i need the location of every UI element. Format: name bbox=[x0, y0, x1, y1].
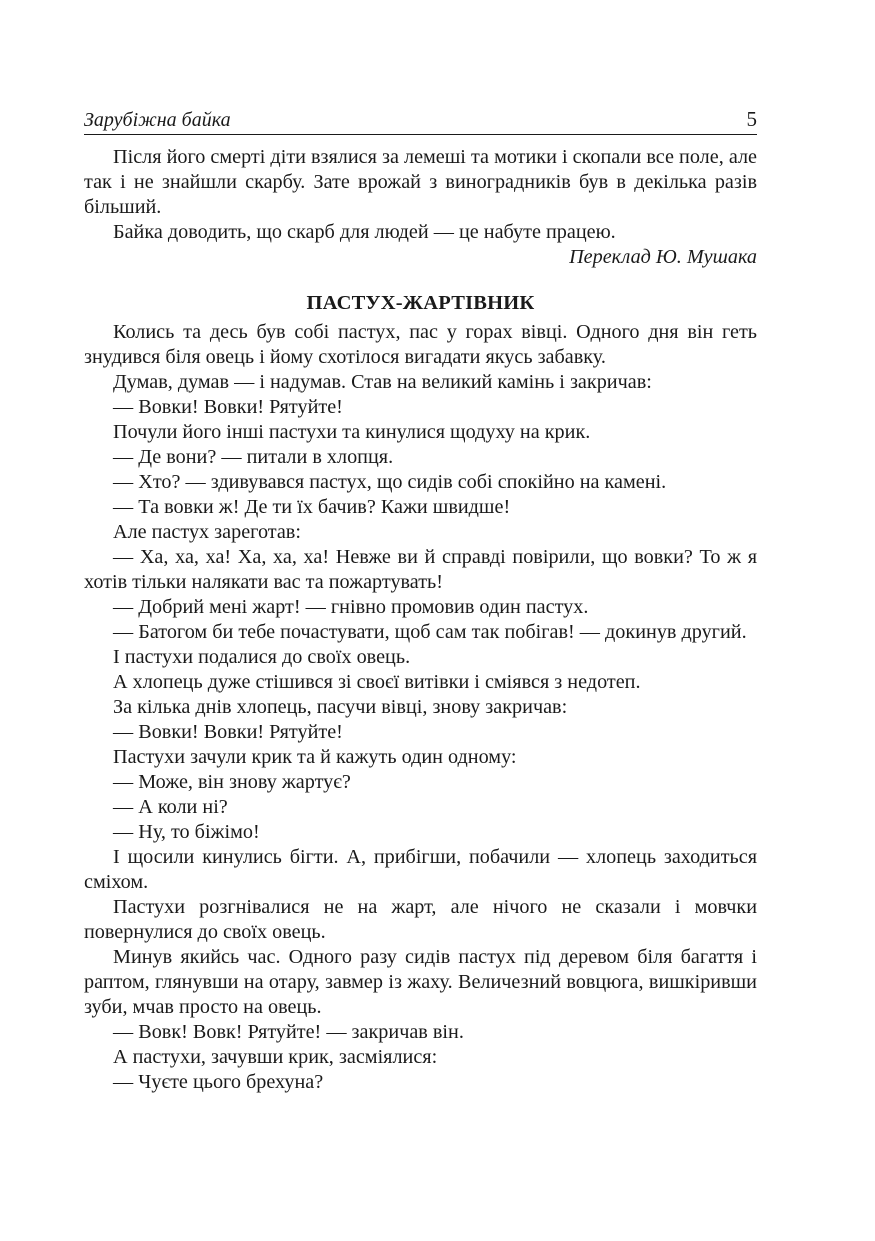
paragraph: І щосили кинулись бігти. А, прибігши, побачили — хлопець заходиться сміхом. bbox=[84, 846, 757, 893]
paragraph: Колись та десь був собі пастух, пас у горах вівці. Одного дня він геть знудився біля овець і йому схотілося вигадати якусь забавку. bbox=[84, 321, 757, 368]
running-title: Зарубіжна байка bbox=[84, 109, 231, 131]
paragraph: І пастухи подалися до своїх овець. bbox=[113, 646, 411, 668]
paragraph: Пастухи зачули крик та й кажуть один одному: bbox=[113, 746, 517, 768]
dialogue-line: — Чуєте цього брехуна? bbox=[113, 1071, 324, 1093]
paragraph: Думав, думав — і надумав. Став на великий камінь і закричав: bbox=[113, 371, 652, 393]
dialogue-line: — Вовки! Вовки! Рятуйте! bbox=[113, 721, 343, 743]
dialogue-line: — Ну, то біжімо! bbox=[113, 821, 260, 843]
paragraph: Байка доводить, що скарб для людей — це набуте працею. bbox=[113, 221, 616, 243]
dialogue-line: — Батогом би тебе почастувати, щоб сам так побігав! — докинув другий. bbox=[113, 621, 747, 643]
story-title: ПАСТУХ-ЖАРТІВНИК bbox=[306, 292, 535, 314]
paragraph: Почули його інші пастухи та кинулися щодуху на крик. bbox=[113, 421, 591, 443]
paragraph: Але пастух зареготав: bbox=[113, 521, 301, 543]
page-number: 5 bbox=[746, 107, 757, 131]
dialogue-line: — А коли ні? bbox=[113, 796, 228, 818]
paragraph: Минув якийсь час. Одного разу сидів пастух під деревом біля багаття і раптом, глянувши на отару, завмер із жаху. Величезний вовцюга, вишкіривши зуби, мчав просто на овець. bbox=[84, 946, 757, 1018]
dialogue-line: — Хто? — здивувався пастух, що сидів собі спокійно на камені. bbox=[113, 471, 667, 493]
dialogue-line: — Та вовки ж! Де ти їх бачив? Кажи швидше! bbox=[113, 496, 511, 518]
paragraph: Пастухи розгнівалися не на жарт, але нічого не сказали і мовчки повернулися до своїх овець. bbox=[84, 896, 757, 943]
dialogue-line: — Вовк! Вовк! Рятуйте! — закричав він. bbox=[113, 1021, 464, 1043]
paragraph: За кілька днів хлопець, пасучи вівці, знову закричав: bbox=[113, 696, 568, 718]
dialogue-line: — Може, він знову жартує? bbox=[113, 771, 351, 793]
dialogue-line: — Вовки! Вовки! Рятуйте! bbox=[113, 396, 343, 418]
book-page bbox=[84, 104, 757, 1095]
paragraph: А пастухи, зачувши крик, засміялися: bbox=[113, 1046, 438, 1068]
translator-attribution: Переклад Ю. Мушака bbox=[569, 246, 757, 268]
running-head bbox=[84, 104, 757, 135]
paragraph: Після його смерті діти взялися за лемеші та мотики і скопали все поле, але так і не знайшли скарбу. Зате врожай з виноградників був в декілька разів більший. bbox=[84, 146, 757, 218]
dialogue-line: — Де вони? — питали в хлопця. bbox=[113, 446, 394, 468]
body-text bbox=[84, 145, 757, 1095]
paragraph: А хлопець дуже стішився зі своєї витівки і сміявся з недотеп. bbox=[113, 671, 641, 693]
dialogue-line: — Добрий мені жарт! — гнівно промовив один пастух. bbox=[113, 596, 589, 618]
dialogue-line: — Ха, ха, ха! Ха, ха, ха! Невже ви й справді повірили, що вовки? То ж я хотів тільки налякати вас та пожартувать! bbox=[84, 546, 757, 593]
